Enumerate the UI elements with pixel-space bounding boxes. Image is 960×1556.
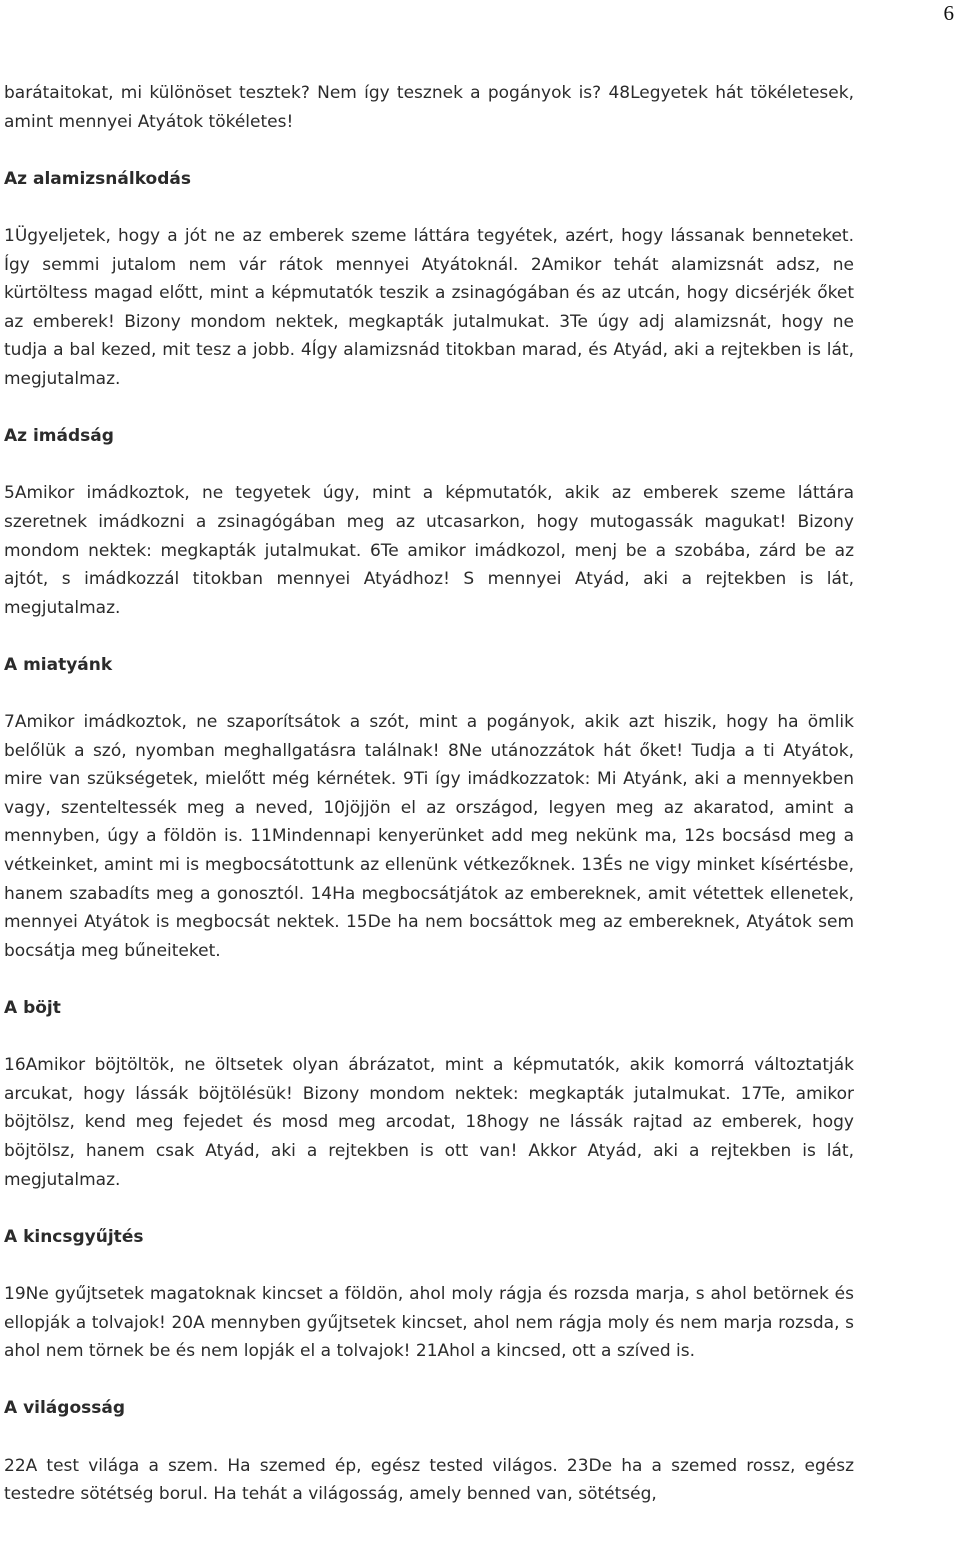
section-heading: A kincsgyűjtés <box>4 1226 144 1247</box>
spacer <box>4 1023 854 1052</box>
paragraph: 5Amikor imádkoztok, ne tegyetek úgy, mint a képmutatók, akik az emberek szeme láttára szeretnek imádkozni a zsinagógában meg az utcasarkon, hogy mutogassák magukat! Bizony mondom nektek: megkapták jutalmukat. 6Te amikor imádkozol, menj be a szobába, zárd be az ajtót, s imádkozzál titokban mennyei Atyádhoz! S mennyei Atyád, aki a rejtekben is lát, megjutalmaz. <box>4 483 854 618</box>
section-heading: Az imádság <box>4 426 114 447</box>
spacer <box>4 1423 854 1452</box>
spacer <box>4 451 854 480</box>
spacer <box>4 965 854 994</box>
paragraph: 1Ügyeljetek, hogy a jót ne az emberek szeme láttára tegyétek, azért, hogy lássanak benneteket. Így semmi jutalom nem vár rátok mennyei Atyátoknál. 2Amikor tehát alamizsnát adsz, ne kürtöltess magad előtt, mint a képmutatók teszik a zsinagógában és az utcán, hogy dicsérjék őket az emberek! Bizony mondom nektek, megkapták jutalmukat. 3Te úgy adj alamizsnát, hogy ne tudja a bal kezed, mit tesz a jobb. 4Így alamizsnád titokban marad, és Atyád, aki a rejtekben is lát, megjutalmaz. <box>4 225 854 389</box>
spacer <box>4 193 854 222</box>
section-heading: A miatyánk <box>4 654 113 675</box>
paragraph: 19Ne gyűjtsetek magatoknak kincset a földön, ahol moly rágja és rozsda marja, s ahol betörnek és ellopják a tolvajok! 20A mennyben gyűjtsetek kincset, ahol nem rágja moly és nem marja rozsda, s ahol nem törnek be és nem lopják el a tolvajok! 21Ahol a kincsed, ott a szíved is. <box>4 1283 854 1362</box>
spacer <box>4 136 854 165</box>
page-number: 6 <box>943 1 954 25</box>
paragraph: barátaitokat, mi különöset tesztek? Nem így tesznek a pogányok is? 48Legyetek hát tökéletesek, amint mennyei Atyátok tökéletes! <box>4 83 854 132</box>
spacer <box>4 622 854 651</box>
spacer <box>4 1366 854 1395</box>
spacer <box>4 1194 854 1223</box>
paragraph: 7Amikor imádkoztok, ne szaporítsátok a szót, mint a pogányok, akik azt hiszik, hogy ha ömlik belőlük a szó, nyomban meghallgatásra találnak! 8Ne utánozzátok hát őket! Tudja a ti Atyátok, mire van szükségetek, mielőtt még kérnétek. 9Ti így imádkozzatok: Mi Atyánk, aki a mennyekben vagy, szenteltessék meg a neved, 10jöjjön el az országod, legyen meg az akaratod, amint a mennyben, úgy a földön is. 11Mindennapi kenyerünket add meg nekünk ma, 12s bocsásd meg a vétkeinket, amint mi is megbocsátottunk az ellenünk vétkezőknek. 13És ne vigy minket kísértésbe, hanem szabadíts meg a gonosztól. 14Ha megbocsátjátok az embereknek, amit vétettek ellenetek, mennyei Atyátok is megbocsát nektek. 15De ha nem bocsáttok meg az embereknek, Atyátok sem bocsátja meg bűneiteket. <box>4 712 854 961</box>
section-heading: A világosság <box>4 1398 126 1419</box>
section-heading: A böjt <box>4 998 61 1018</box>
document-body <box>4 79 854 1509</box>
paragraph: 16Amikor böjtöltök, ne öltsetek olyan ábrázatot, mint a képmutatók, akik komorrá változtatják arcukat, hogy lássák böjtölésük! Bizony mondom nektek: megkapták jutalmukat. 17Te, amikor böjtölsz, kend meg fejedet és mosd meg arcodat, 18hogy ne lássák rajtad az emberek, hogy böjtölsz, hanem csak Atyád, aki a rejtekben is ott van! Akkor Atyád, aki a rejtekben is lát, megjutalmaz. <box>4 1055 854 1190</box>
spacer <box>4 394 854 423</box>
section-heading: Az alamizsnálkodás <box>4 168 191 189</box>
paragraph: 22A test világa a szem. Ha szemed ép, egész tested világos. 23De ha a szemed rossz, egész testedre sötétség borul. Ha tehát a világosság, amely benned van, sötétség, <box>4 1455 854 1505</box>
spacer <box>4 1251 854 1280</box>
spacer <box>4 679 854 708</box>
